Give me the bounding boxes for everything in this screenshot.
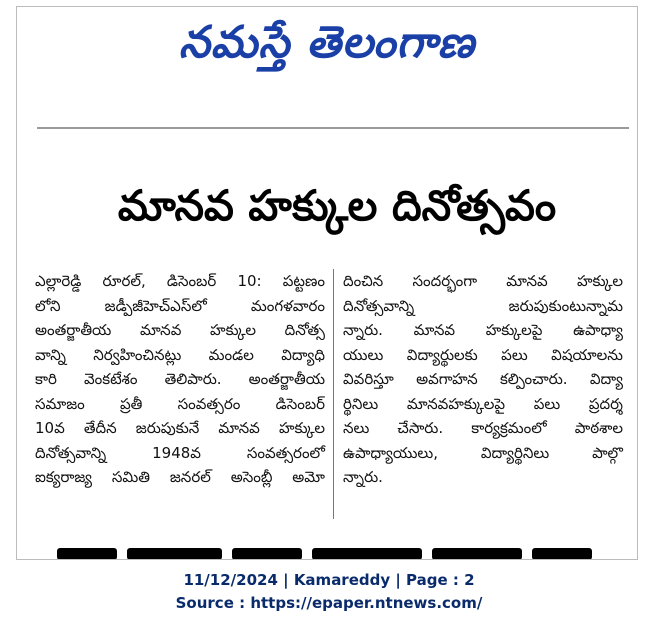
article-line: అంతర్జాతీయ మానవ హక్కుల దినోత్స [35, 321, 325, 339]
masthead-rule [37, 127, 629, 129]
article-line: ఐక్యరాజ్య సమితి జనరల్ అసెంబ్లీ అమో [35, 468, 325, 486]
article-column-right [343, 269, 623, 490]
article-line: సమాజం ప్రతీ సంవత్సరం డిసెంబర్ [35, 394, 325, 413]
clipping-date-caption: 11/12/2024 | Kamareddy | Page : 2 [183, 571, 475, 589]
article-line: న్నారు. [343, 468, 383, 486]
article-line: ఉపాధ్యాయులు, విద్యార్థినిలు పాల్గొ [343, 443, 623, 462]
article-line: వాన్ని నిర్వహించినట్లు మండల విద్యాధి [35, 345, 325, 364]
newspaper-clipping [16, 6, 638, 560]
article-line: ఎల్లారెడ్డి రూరల్, డిసెంబర్ 10: పట్టణం [35, 272, 325, 290]
article-line: యులు విద్యార్థులకు పలు విషయాలను [343, 345, 623, 364]
article-column-left [35, 269, 325, 490]
cropped-next-headline [57, 545, 617, 560]
article-line: వివరిస్తూ అవగాహన కల్పించారు. విద్యా [343, 370, 623, 388]
article-line: దినోత్సవాన్ని 1948వ సంవత్సరంలో [35, 443, 325, 462]
article-line: నలు చేసారు. కార్యక్రమంలో పాఠశాల [343, 419, 623, 437]
article-line: 10వ తేదీన జరుపుకునే మానవ హక్కుల [35, 419, 325, 437]
newspaper-masthead: నమస్తే తెలంగాణ [178, 17, 476, 68]
article-line: కారి వెంకటేశం తెలిపారు. అంతర్జాతీయ [35, 370, 325, 388]
article-headline: మానవ హక్కుల దినోత్సవం [117, 181, 557, 230]
clipping-source-caption: Source : https://epaper.ntnews.com/ [175, 594, 483, 612]
article-line: లోని జడ్పీజీహెచ్ఎస్‌లో మంగళవారం [35, 296, 325, 315]
article-line: న్నారు. మానవ హక్కులపై ఉపాధ్యా [343, 321, 623, 339]
article-line: దించిన సందర్భంగా మానవ హక్కుల [343, 272, 623, 290]
column-divider [333, 269, 334, 519]
article-line: దినోత్సవాన్ని జరుపుకుంటున్నామ [343, 296, 623, 315]
article-line: ర్థినిలు మానవహక్కులపై పలు ప్రదర్శ [343, 394, 623, 413]
